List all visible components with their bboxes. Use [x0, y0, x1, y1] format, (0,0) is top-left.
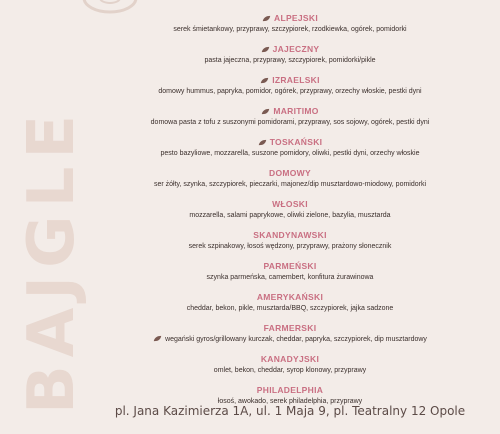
menu-item	[80, 167, 500, 198]
menu-item-description	[80, 241, 500, 252]
menu-item-name-text: KANADYJSKI	[260, 354, 320, 364]
menu-item-description-text: łosoś, awokado, serek philadelphia, przyprawy	[217, 398, 363, 405]
menu-item-description-text: cheddar, bekon, pikle, musztarda/BBQ, szczypiorek, jajka sadzone	[186, 305, 394, 312]
menu-item	[80, 198, 500, 229]
menu-item-description-text: serek śmietankowy, przyprawy, szczypiorek, rzodkiewka, ogórek, pomidorki	[173, 26, 407, 33]
menu-item-name-text: FARMERSKI	[263, 323, 317, 333]
menu-item	[80, 322, 500, 353]
menu-item-name-text: SKANDYNAWSKI	[253, 230, 327, 240]
menu-item-name	[80, 167, 500, 179]
menu-item-description-text: domowa pasta z tofu z suszonymi pomidorami, przyprawy, sos sojowy, ogórek, pestki dyni	[150, 119, 430, 126]
menu-item-description	[80, 117, 500, 128]
menu-item-description-text: domowy hummus, papryka, pomidor, ogórek, przyprawy, orzechy włoskie, pestki dyni	[158, 88, 422, 95]
menu-item-name	[80, 198, 500, 210]
menu-item	[80, 229, 500, 260]
vegan-leaf-icon	[153, 335, 162, 342]
menu-item-description-text: omlet, bekon, cheddar, syrop klonowy, przyprawy	[213, 367, 367, 374]
vegan-leaf-icon	[260, 77, 269, 84]
menu-item-description-text: szynka parmeńska, camembert, konfitura żurawinowa	[206, 274, 374, 281]
vegan-leaf-icon	[262, 15, 271, 22]
menu-item-name	[80, 322, 500, 334]
menu-item-name	[80, 12, 500, 24]
menu-item	[80, 74, 500, 105]
menu-item	[80, 260, 500, 291]
vegan-leaf-icon	[261, 46, 270, 53]
menu-item-description-text: ser żółty, szynka, szczypiorek, pieczarki, majonez/dip musztardowo-miodowy, pomidorki	[153, 181, 427, 188]
menu-item-name-text: JAJECZNY	[272, 44, 320, 54]
menu-item-name	[80, 229, 500, 241]
vertical-title: BAJGLE	[15, 106, 89, 414]
menu-item-name-text: MARITIMO	[273, 106, 319, 116]
locations-footer: pl. Jana Kazimierza 1A, ul. 1 Maja 9, pl. Teatralny 12 Opole	[114, 404, 466, 418]
menu-item	[80, 12, 500, 43]
menu-item-name-text: WŁOSKI	[272, 199, 308, 209]
menu-item	[80, 291, 500, 322]
menu-item	[80, 136, 500, 167]
menu-item-description-text: wegański gyros/grillowany kurczak, cheddar, papryka, szczypiorek, dip musztardowy	[165, 336, 427, 343]
menu-item	[80, 105, 500, 136]
menu-item-description	[80, 210, 500, 221]
menu-item-name	[80, 43, 500, 55]
menu-item-description-text: mozzarella, salami paprykowe, oliwki zielone, bazylia, musztarda	[189, 212, 391, 219]
menu-item-description	[80, 272, 500, 283]
menu-item-name	[80, 384, 500, 396]
menu-item-description	[80, 86, 500, 97]
menu-item-name	[80, 136, 500, 148]
menu-item-description	[80, 303, 500, 314]
menu-item	[80, 353, 500, 384]
menu-item-name	[80, 74, 500, 86]
menu-item-name-text: TOSKAŃSKI	[269, 137, 323, 147]
vegan-leaf-icon	[258, 139, 267, 146]
menu-item-description	[80, 24, 500, 35]
vegan-leaf-icon	[261, 108, 270, 115]
menu-item-description	[80, 55, 500, 66]
menu-item-description-text: pasta jajeczna, przyprawy, szczypiorek, pomidorki/pikle	[204, 57, 376, 64]
menu-item-description-text: pesto bazyliowe, mozzarella, suszone pomidory, oliwki, pestki dyni, orzechy włoskie	[160, 150, 420, 157]
menu-item-name	[80, 260, 500, 272]
menu-item-name	[80, 105, 500, 117]
menu-item-name-text: DOMOWY	[269, 168, 311, 178]
menu-item-name-text: ALPEJSKI	[274, 13, 318, 23]
menu-item-name-text: IZRAELSKI	[272, 75, 320, 85]
menu-item-description-text: serek szpinakowy, łosoś wędzony, przyprawy, prażony słonecznik	[188, 243, 392, 250]
menu-item-description	[80, 334, 500, 345]
menu-item	[80, 43, 500, 74]
menu-item-name	[80, 353, 500, 365]
menu-item-name-text: AMERYKAŃSKI	[256, 292, 324, 302]
menu-item-description	[80, 179, 500, 190]
menu-list	[80, 12, 500, 415]
menu-item-name-text: PARMEŃSKI	[263, 261, 317, 271]
menu-item-description	[80, 365, 500, 376]
menu-item-name-text: PHILADELPHIA	[256, 385, 324, 395]
menu-item-name	[80, 291, 500, 303]
menu-item-description	[80, 148, 500, 159]
